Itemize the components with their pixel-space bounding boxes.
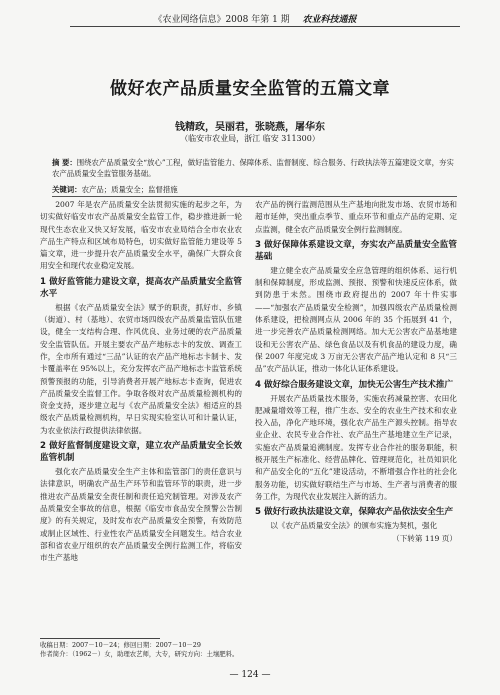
received-date: 收稿日期：2007－10－24；修回日期：2007－10－29 <box>40 641 201 649</box>
abstract-label: 摘 要： <box>52 158 77 167</box>
section-4-paragraph: 开展农产品质量技术服务，实施农药减量控害、农田化肥减量增效等工程，推广生态、安全的农业生产技术和农业投入品，净化产地环境，强化农产品生产源头控制。指导农业企业、农民专业合作社、农产品生产基地建立生产记录，实施农产品质量追溯制度。发挥专业合作社的服务职能，积极开展生产标准化、经营品牌化、管理规范化，社员知识化和产品安全化的“五化”建设活动，不断增强合作社的社会化服务功能，切实做好联结生产与市场、生产者与消费者的服务工作，为现代农业发展注入新的活力。 <box>255 393 457 501</box>
running-header <box>110 12 400 25</box>
section-1-heading: 1 做好监管能力建设文章，提高农产品质量安全监管水平 <box>40 276 242 299</box>
keywords <box>52 184 457 195</box>
section-2-heading: 2 做好监督制度建设文章，建立农产品质量安全长效监管机制 <box>40 441 242 464</box>
section-2-paragraph: 强化农产品质量安全生产主体和监管部门的责任意识与法律意识，明确农产品生产环节和监管环节的职责，进一步推进农产品质量安全责任制和责任追究制管理。对涉及农产品质量安全事故的信息，根据《临安市食品安全预警公告制度》的有关规定，及时发布农产品质量安全预警，有效防范或制止区域性、行业性农产品质量安全问题发生。结合农业部和省农业厅组织的农产品质量安全例行监测工作，将临安市生产基地 <box>40 467 242 563</box>
section-4-heading: 4 做好综合服务建设文章，加快无公害生产技术推广 <box>255 379 454 390</box>
intro-paragraph: 2007 年是农产品质量安全法贯彻实施的起步之年，为切实做好临安市农产品质量安全监管工作，稳步推进新一轮现代生态农业又快又好发展，临安市农业局结合全市农业农产品生产特点和区域布局特色，切实做好监管能力建设等 5 篇文章，进一步提升农产品质量安全水平，确保广大群众食用安全和现代农业稳定发展。 <box>40 200 242 271</box>
abstract <box>52 157 457 179</box>
author-bio: 作者简介：（1962－）女，助理农艺师，大专，研究方向：土壤肥料。 <box>40 650 239 658</box>
journal-column: 农业科技通报 <box>302 15 357 25</box>
article-affiliation: （临安市农业局，浙江 临安 311300） <box>180 134 320 143</box>
section-1-paragraph: 根据《农产品质量安全法》赋予的职责，抓好市、乡镇（街道）、村（基地）、农贸市场四级农产品质量监管队伍建设，健全一支结构合理、作风优良、业务过硬的农产品质量安全监管队伍。开展主要农产品产地标志卡的发放、调查工作，全市所有通过“三品”认证的农产品产地标志卡制卡、发卡覆盖率在 95%以上，充分发挥农产品产地标志卡监管系统预警预报的功能，引导消费者开展产地标志卡查询，促进农产品质量安全监督工作。争取各级对农产品质量检测机构的资金支持，逐步建立起与《农产品质量安全法》相适应的县级农产品质量检测机构，早日实现实验室认可和计量认证，为农业依法行政提供法律依据。 <box>40 302 242 435</box>
section-3-heading: 3 做好保障体系建设文章，夯实农产品质量安全监管基础 <box>255 239 457 262</box>
journal-issue: 《农业网络信息》2008 年第 1 期 <box>153 15 290 25</box>
article-title: 做好农产品质量安全监管的五篇文章 <box>110 79 390 99</box>
footnotes <box>40 641 470 659</box>
keywords-label: 关键词： <box>52 185 82 194</box>
section-2-paragraph-cont: 农产品的例行监测范围从生产基地向批发市场、农贸市场和超市延伸，突出重点季节、重点环节和重点产品的定期、定点监测，健全农产品质量安全例行监测制度。 <box>255 200 457 234</box>
article-authors: 钱精政，吴丽君，张晓燕，屠华东 <box>175 122 325 133</box>
section-5-heading: 5 做好行政执法建设文章，保障农产品依法安全生产 <box>255 507 454 518</box>
footnote-rule <box>40 638 160 639</box>
abstract-rule <box>52 196 457 197</box>
keywords-text: 农产品；质量安全；监督措施 <box>81 185 178 194</box>
continued-note: （下转第 119 页） <box>392 533 457 543</box>
header-rule <box>70 26 460 27</box>
section-5-paragraph: 以《农产品质量安全法》的颁布实施为契机，强化 <box>270 521 438 531</box>
left-column <box>40 199 242 564</box>
abstract-text: 围绕农产品质量安全“放心”工程，做好监管能力、保障体系、监督制度、综合服务、行政执法等五篇建设文章，夯实农产品质量安全监管服务基础。 <box>52 158 454 178</box>
right-column <box>255 199 457 545</box>
page-number: — 124 — <box>229 670 271 680</box>
section-3-paragraph: 建立健全农产品质量安全应急管理的组织体系、运行机制和保障制度，形成监测、预报、预警和快速反应体系，做到防患于未然。围绕市政府提出的 2007 年十件实事——“加强农产品质量安全检测”，加强四级农产品质量检测体系建设，把检测网点从 2006 年的 35 个拓展到 41 个，进一步完善农产品质量检测网络。加大无公害农产品基地建设和无公害农产品、绿色食品以及有机食品的建设力度，确保 2007 年度完成 3 万亩无公害农产品产地认定和 8 只“三品”农产品认证，推动一体化认证体系建设。 <box>255 265 457 374</box>
